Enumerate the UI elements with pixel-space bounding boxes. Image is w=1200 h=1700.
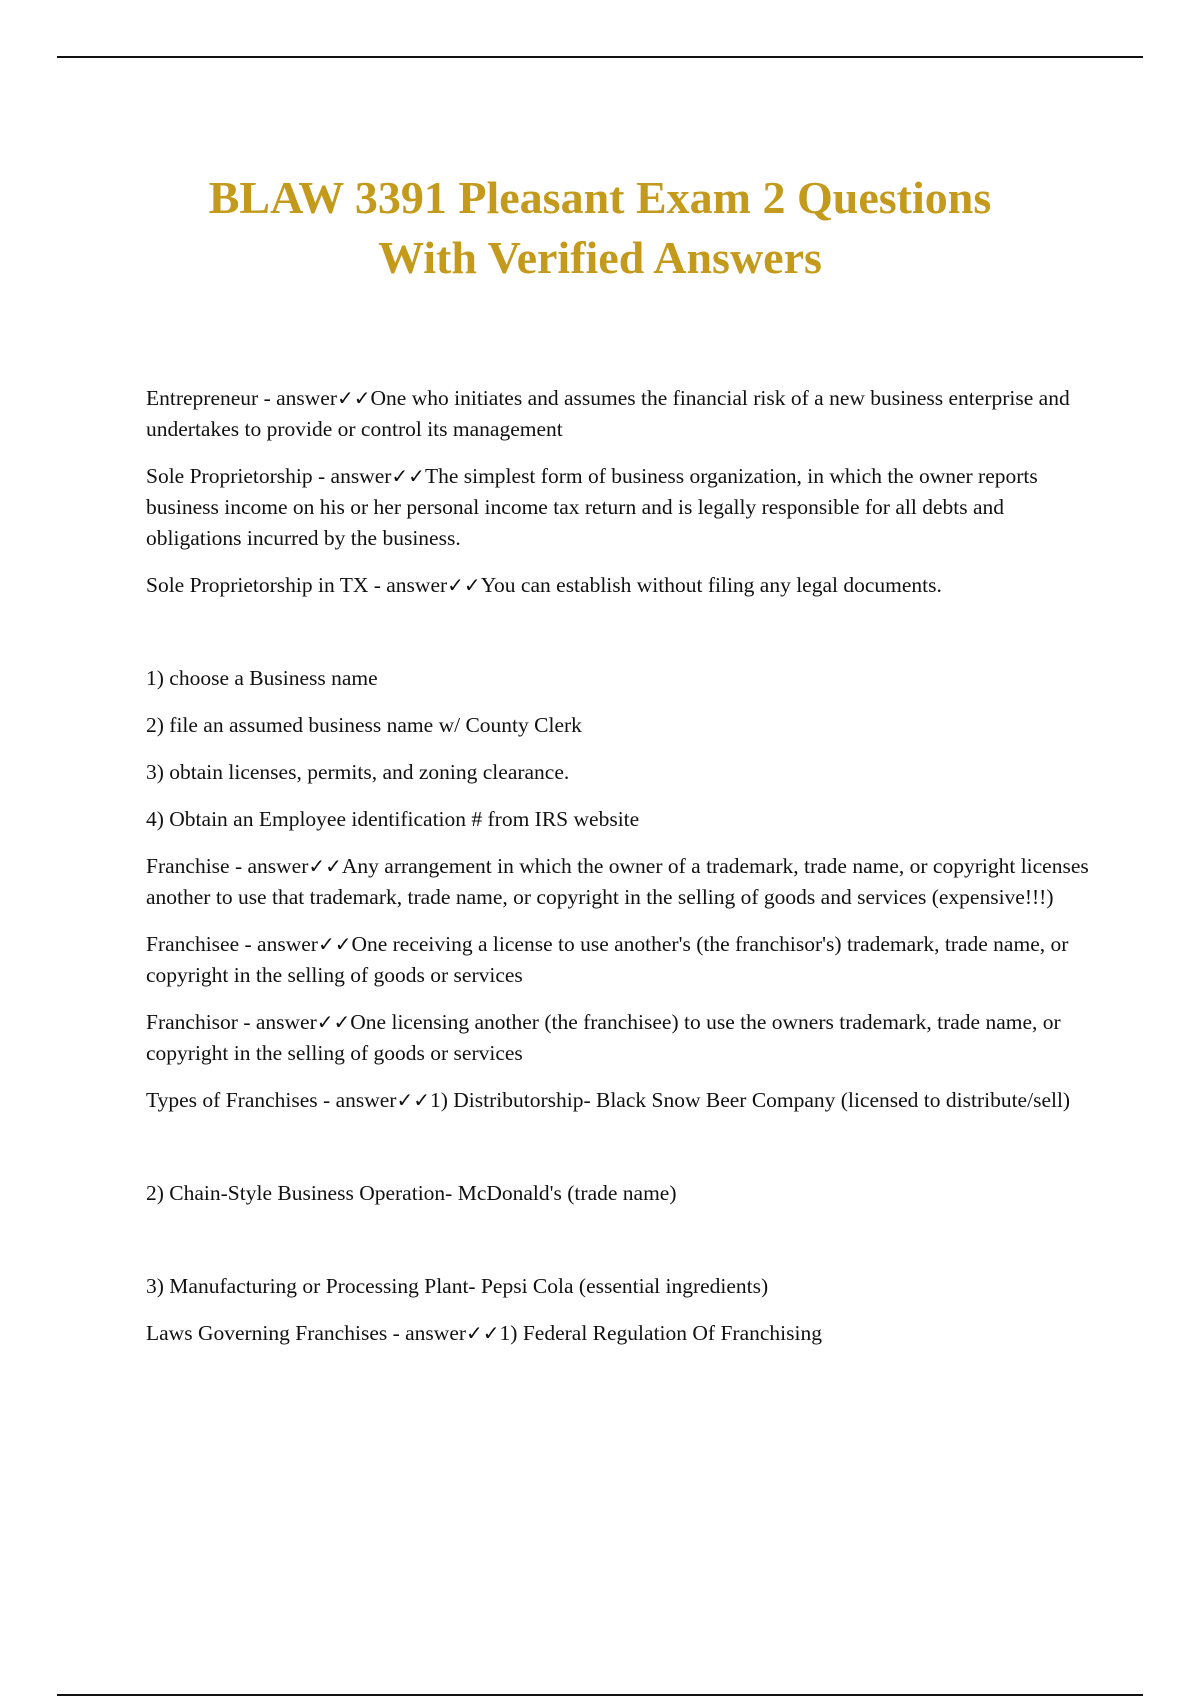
qa-entry-sole-proprietorship-tx [146,570,1090,601]
check-icon: ✓✓ [466,1321,500,1345]
entry-term: Franchisee - answer [146,932,318,956]
check-icon: ✓✓ [308,854,342,878]
qa-entry-franchise [146,851,1090,913]
qa-entry-laws-governing-franchises [146,1318,1090,1349]
entry-term: Laws Governing Franchises - answer [146,1321,467,1345]
paragraph-gap [146,1225,1090,1271]
qa-entry-entrepreneur [146,383,1090,445]
paragraph-gap [146,1132,1090,1178]
check-icon: ✓✓ [337,386,371,410]
entry-definition: 1) Distributorship- Black Snow Beer Company (licensed to distribute/sell) [429,1088,1071,1112]
check-icon: ✓✓ [317,932,352,956]
entry-definition: One receiving a license to use another's (the franchisor's) trademark, trade name, or copyright in the selling of goods or services [146,932,1069,987]
entry-definition: One who initiates and assumes the financial risk of a new business enterprise and undertakes to provide or control its management [146,386,1070,441]
qa-entry-franchisee [146,929,1090,991]
check-icon: ✓✓ [396,1088,430,1112]
entry-term: Types of Franchises - answer [146,1088,397,1112]
step-item: 1) choose a Business name [146,666,378,690]
entry-definition: Any arrangement in which the owner of a trademark, trade name, or copyright licenses another to use that trademark, trade name, or copyright in the selling of goods and services (expensive!!!) [146,854,1089,909]
top-rule [57,56,1143,58]
title-line-1: BLAW 3391 Pleasant Exam 2 Questions [208,172,992,223]
check-icon: ✓✓ [447,573,481,597]
step-item: 2) file an assumed business name w/ County Clerk [146,713,582,737]
step-item: 3) obtain licenses, permits, and zoning clearance. [146,760,570,784]
franchise-type-item: 3) Manufacturing or Processing Plant- Pepsi Cola (essential ingredients) [146,1274,769,1298]
entry-term: Franchisor - answer [146,1010,317,1034]
entry-definition: You can establish without filing any legal documents. [480,573,942,597]
document-title [100,168,1100,288]
entry-definition: 1) Federal Regulation Of Franchising [499,1321,822,1345]
check-icon: ✓✓ [391,464,425,488]
entry-definition: The simplest form of business organization, in which the owner reports business income on his or her personal income tax return and is legally responsible for all debts and obligations incurred by the business. [146,464,1038,550]
entry-term: Franchise - answer [146,854,309,878]
bottom-rule [57,1694,1143,1696]
franchise-type-item: 2) Chain-Style Business Operation- McDonald's (trade name) [146,1181,677,1205]
step-item: 4) Obtain an Employee identification # from IRS website [146,807,640,831]
title-line-2: With Verified Answers [378,232,822,283]
qa-entry-franchisor [146,1007,1090,1069]
qa-entry-sole-proprietorship [146,461,1090,554]
entry-definition: One licensing another (the franchisee) to use the owners trademark, trade name, or copyright in the selling of goods or services [146,1010,1061,1065]
entry-term: Sole Proprietorship - answer [146,464,392,488]
entry-term: Sole Proprietorship in TX - answer [146,573,448,597]
qa-entry-types-of-franchises [146,1085,1090,1116]
paragraph-gap [146,617,1090,663]
check-icon: ✓✓ [316,1010,351,1034]
document-body [146,383,1090,1365]
entry-term: Entrepreneur - answer [146,386,338,410]
